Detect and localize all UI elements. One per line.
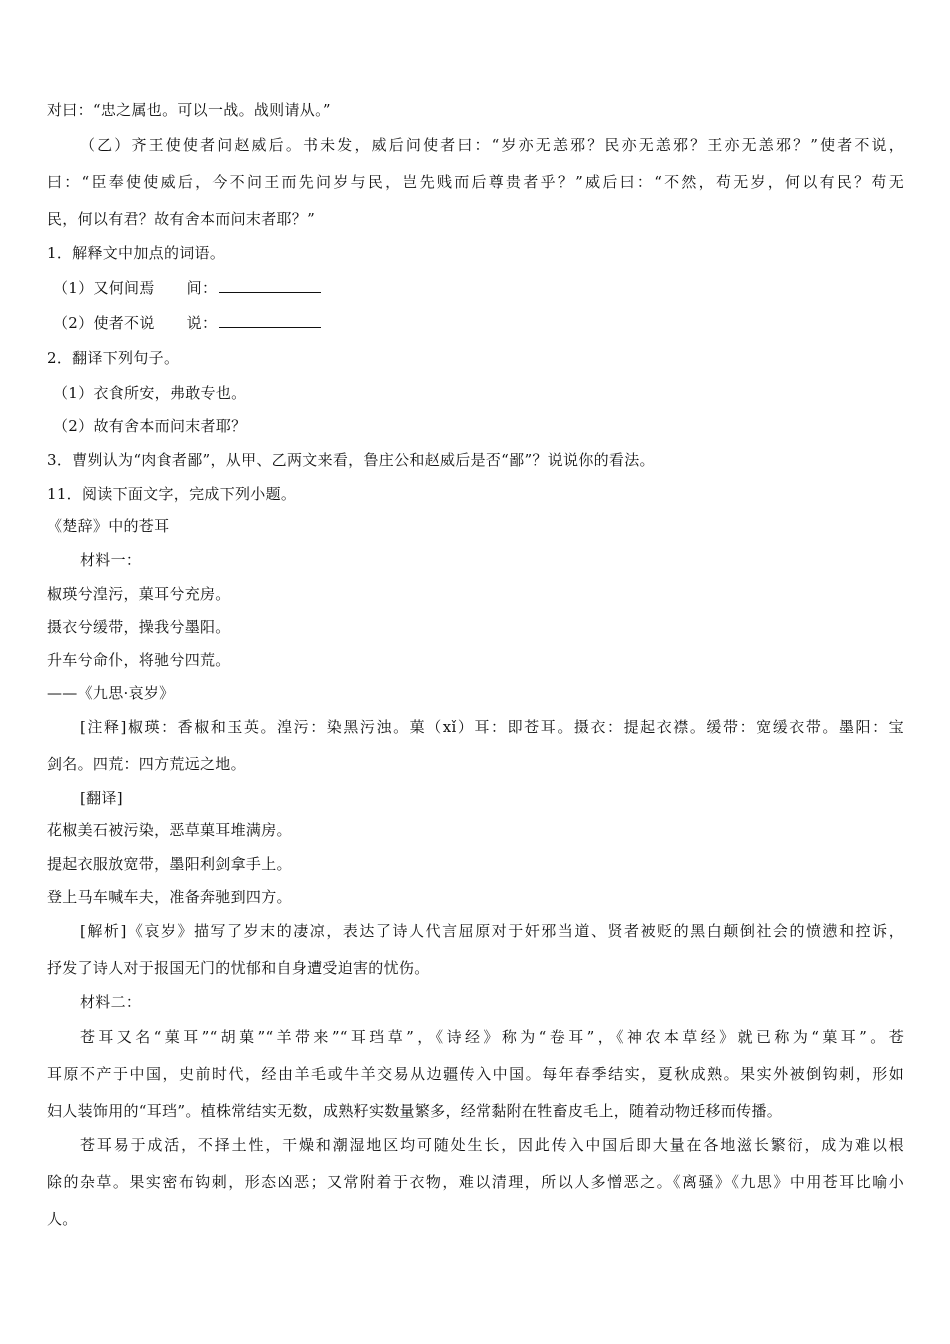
material-2-p2-line3: 人。 [47,1210,78,1228]
article-title: 《楚辞》中的苍耳 [47,517,170,535]
note-line1: [注释]椒瑛：香椒和玉英。湟污：染黑污浊。菓（xǐ）耳：即苍耳。摄衣：提起衣襟。缓带：宽缓衣带。墨阳：宝 [80,718,904,736]
question-1-stem: 1．解释文中加点的词语。 [47,244,226,262]
material-2-p1-line3: 妇人装饰用的“耳珰”。植株常结实无数，成熟籽实数量繁多，经常黏附在牲畜皮毛上，随着动物迁移而传播。 [47,1102,783,1120]
question-1-item [53,278,321,298]
translation-heading: [翻译] [80,789,123,807]
material-2-heading: 材料二： [80,993,142,1011]
passage-b-line1: （乙）齐王使使者问赵威后。书未发，威后问使者曰：“岁亦无恙邪？民亦无恙邪？王亦无恙邪？”使者不说， [80,136,904,154]
material-1-heading: 材料一： [80,551,142,569]
passage-b-line3: 民，何以有君？故有舍本而问末者耶？” [47,210,316,228]
note-line2: 剑名。四荒：四方荒远之地。 [47,755,246,773]
item-phrase: （2）使者不说 [53,314,155,332]
material-2-p2-line1: 苍耳易于成活，不择土性，干燥和潮湿地区均可随处生长，因此传入中国后即大量在各地滋长繁衍，成为难以根 [80,1136,904,1154]
question-3: 3．曹刿认为“肉食者鄙”，从甲、乙两文来看，鲁庄公和赵威后是否“鄙”？说说你的看法。 [47,451,655,469]
question-2-item: （2）故有舍本而问末者耶？ [53,417,247,435]
analysis-line1: [解析]《哀岁》描写了岁末的凄凉，表达了诗人代言屈原对于奸邪当道、贤者被贬的黑白颠倒社会的愤懑和控诉， [80,922,904,940]
item-phrase: （1）又何间焉 [53,279,155,297]
item-word: 说： [186,314,218,332]
item-word: 间： [186,279,218,297]
analysis-line2: 抒发了诗人对于报国无门的忧郁和自身遭受迫害的忧伤。 [47,959,430,977]
translation-line: 登上马车喊车夫，准备奔驰到四方。 [47,888,292,906]
translation-line: 花椒美石被污染，恶草菓耳堆满房。 [47,821,292,839]
poem-line: 升车兮命仆，将驰兮四荒。 [47,651,231,669]
material-2-p2-line2: 除的杂草。果实密布钩刺，形态凶恶；又常附着于衣物，难以清理，所以人多憎恶之。《离骚》《九思》中用苍耳比喻小 [47,1173,904,1191]
question-2-item: （1）衣食所安，弗敢专也。 [53,384,247,402]
poem-line: 椒瑛兮湟污，菓耳兮充房。 [47,585,231,603]
answer-blank[interactable] [219,313,321,328]
material-2-p1-line2: 耳原不产于中国，史前时代，经由羊毛或牛羊交易从边疆传入中国。每年春季结实，夏秋成熟。果实外被倒钩刺，形如 [47,1065,904,1083]
answer-blank[interactable] [219,278,321,293]
translation-line: 提起衣服放宽带，墨阳利剑拿手上。 [47,855,292,873]
passage-b-line2: 曰：“臣奉使使威后，今不问王而先问岁与民，岂先贱而后尊贵者乎？”威后曰：“不然，苟无岁，何以有民？苟无 [47,173,904,191]
question-11-stem: 11．阅读下面文字，完成下列小题。 [47,485,297,503]
poem-line: 摄衣兮缓带，操我兮墨阳。 [47,618,231,636]
passage-a-tail: 对曰：“忠之属也。可以一战。战则请从。” [47,101,331,119]
poem-source: ——《九思·哀岁》 [47,684,175,702]
material-2-p1-line1: 苍耳又名“菓耳”“胡菓”“羊带来”“耳珰草”，《诗经》称为“卷耳”，《神农本草经》就已称为“菓耳”。苍 [80,1028,904,1046]
question-1-item [53,313,321,333]
question-2-stem: 2．翻译下列句子。 [47,349,180,367]
